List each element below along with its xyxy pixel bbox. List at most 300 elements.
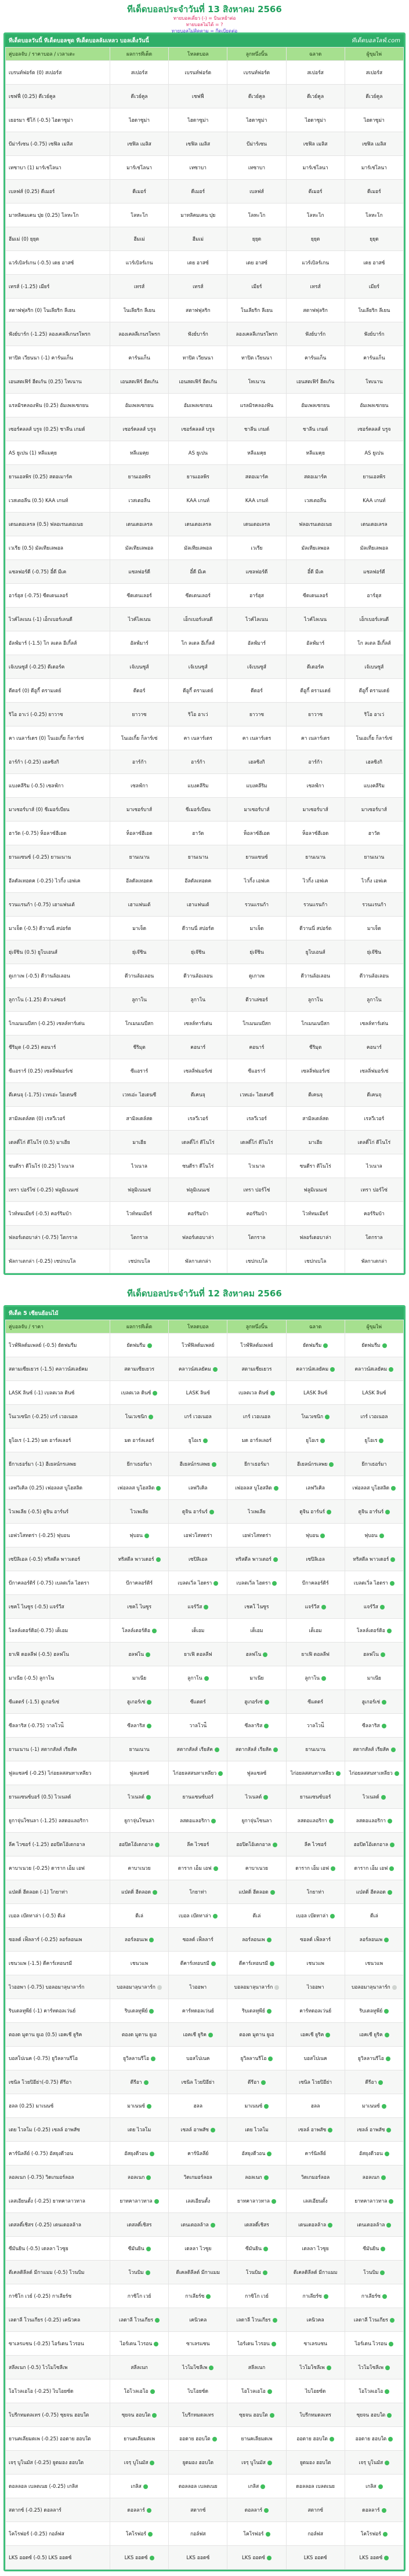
pick-cell: [169, 2070, 227, 2094]
match-label: ชีริมุต (-0.25) คอนาร์: [9, 1045, 56, 1051]
pick-cell: [169, 2356, 227, 2379]
table-row: [6, 584, 404, 608]
pick-cell: [345, 441, 403, 465]
pick-cell: [169, 465, 227, 489]
pick-cell: [345, 726, 403, 750]
pick-cell: [227, 1619, 286, 1643]
pick-label: สตากสัลส์ เรียสัค: [176, 1747, 213, 1753]
pick-cell: [227, 1012, 286, 1036]
pick-label: ยุยุด: [370, 237, 379, 242]
pick-label: พัลกาเตกล่า: [185, 1259, 211, 1265]
pick-cell: [345, 1714, 403, 1738]
pick-label: เรลวีเวอร์: [364, 1116, 385, 1122]
pick-label: สามิลเดล์สด: [126, 1116, 153, 1122]
match-cell: [6, 370, 110, 394]
pick-cell: [345, 2118, 403, 2142]
pick-label: ดีเวย์คูล: [131, 94, 148, 100]
win-status-icon: [388, 2437, 393, 2441]
pick-label: ลอร์ลอนเพ: [242, 1937, 265, 1943]
pick-cell: [169, 180, 227, 204]
pick-label: เอฟวโสทดร่า: [242, 1533, 271, 1539]
pick-label: เบลตเวิ่ล ไฮดรา: [353, 1581, 388, 1586]
pick-cell: [110, 417, 169, 441]
win-status-icon: [267, 2389, 272, 2394]
win-status-icon: [320, 1534, 325, 1538]
table-row: [6, 2308, 404, 2332]
match-label: ไวเพเลีย (-0.5) ดูจิน อาร์นร์: [9, 1509, 69, 1515]
pick-cell: [345, 1999, 403, 2023]
match-label: ฮาวัด (-0.75) ห็อลาซ์ฮีเอด: [9, 831, 67, 837]
pick-label: ดีเมอร์: [308, 189, 323, 195]
pick-label: เฮาแฟนเต้: [186, 902, 209, 908]
pick-cell: [110, 180, 169, 204]
win-status-icon: [146, 2247, 151, 2251]
pick-cell: [110, 1476, 169, 1500]
pick-label: โทเนาน: [365, 379, 383, 385]
match-cell: [6, 1928, 110, 1952]
match-label: เดนเดอเลรล (0.5) ฟลอเรนเดอเนย: [9, 522, 84, 528]
match-label: บอสโปเนค (-0.75) ยูวิลลานรีโอ: [9, 2056, 78, 2062]
pick-cell: [345, 2284, 403, 2308]
pick-label: เซลล์ อาพสัซ: [298, 2127, 327, 2133]
pick-cell: [110, 2213, 169, 2237]
pick-label: มาเนนซ์: [362, 2103, 380, 2109]
table-row: [6, 1666, 404, 1690]
pick-label: แวร์เบิลร์เกน: [302, 260, 330, 266]
table-row: [6, 2118, 404, 2142]
pick-cell: [227, 85, 286, 108]
table-row: [6, 703, 404, 726]
pick-label: เทซาบา: [248, 165, 266, 171]
win-status-icon: [328, 2128, 332, 2132]
pick-cell: [110, 513, 169, 536]
table-row: [6, 2189, 404, 2213]
pick-cell: [227, 1357, 286, 1381]
pick-label: ซนดีรา ดีโนโร่: [299, 1164, 331, 1169]
pick-cell: [345, 536, 403, 560]
match-label: คา เนลาร์เดร (0) โนเอเกิ้ย ก็ลาร์เซ่: [9, 736, 84, 742]
pick-label: ฮลล: [193, 2103, 203, 2109]
pick-cell: [169, 1928, 227, 1952]
pick-label: ทริสตีล พาวเดอร์: [235, 1557, 272, 1563]
pick-cell: [286, 2023, 345, 2047]
pick-label: ยูวิลลานรีโอ: [357, 2056, 384, 2062]
match-cell: [6, 1833, 110, 1856]
pick-cell: [169, 964, 227, 988]
pick-label: เด็เอม: [309, 1628, 322, 1634]
pick-cell: [345, 1452, 403, 1476]
pick-cell: [227, 1595, 286, 1619]
pick-cell: [286, 1571, 345, 1595]
pick-label: ซีแอราร์: [130, 1069, 149, 1074]
pick-cell: [110, 1178, 169, 1202]
pick-cell: [345, 703, 403, 726]
pick-label: โอโวลเอโอ: [359, 2389, 383, 2395]
win-status-icon: [209, 2366, 213, 2370]
pick-cell: [286, 2070, 345, 2094]
pick-cell: [110, 1381, 169, 1405]
pick-cell: [169, 940, 227, 964]
pick-label: คาร์นแก็น: [363, 355, 385, 361]
pick-label: โนเลียริก ลีเยน: [123, 308, 155, 314]
pick-label: ดีเล่: [135, 1913, 143, 1919]
match-cell: [6, 1059, 110, 1083]
pick-cell: [345, 1785, 403, 1809]
match-cell: [6, 774, 110, 798]
match-cell: [6, 132, 110, 156]
pick-label: เดย ไวลโม: [127, 2127, 151, 2133]
pick-cell: [286, 1131, 345, 1154]
pick-label: ยูกาจุ่นโซนลา: [124, 1818, 154, 1824]
pick-cell: [227, 2213, 286, 2237]
pick-cell: [110, 1833, 169, 1856]
table-row: [6, 299, 404, 322]
pick-label: สลีลเนก: [131, 2365, 148, 2371]
pick-label: ยุ่เจ๊ชิน: [132, 950, 147, 955]
pick-label: ไฮดาซูม่า: [187, 118, 209, 123]
pick-cell: [110, 2284, 169, 2308]
pick-label: ซีลลาริส: [127, 1723, 145, 1729]
pick-cell: [286, 679, 345, 703]
pick-label: เด็เอม: [250, 1628, 263, 1634]
pick-cell: [227, 1154, 286, 1178]
pick-cell: [169, 2546, 227, 2570]
pick-cell: [286, 1249, 345, 1273]
win-status-icon: [385, 2152, 389, 2156]
pick-label: ไวโมโซลีเพ: [299, 2365, 325, 2371]
pick-cell: [286, 394, 345, 417]
pick-label: อาร์ฮุส: [249, 593, 264, 599]
pick-label: บีกาคลอร์ดิร์: [126, 1581, 153, 1586]
pick-label: เจรฺ บูโนมัส: [241, 2460, 266, 2466]
table-row: [6, 798, 404, 822]
pick-label: เซลล์ทาร์เด่น: [360, 1021, 389, 1027]
pick-label: ริบเดลทูพีย์: [124, 2008, 148, 2014]
pick-label: ดีรีอา: [365, 2080, 377, 2085]
pick-cell: [110, 1690, 169, 1714]
pick-label: วาลโวน่ี: [189, 1723, 207, 1729]
pick-label: ซอลด์ เฟ็ลลาร์: [182, 1937, 213, 1943]
win-status-icon: [147, 2508, 151, 2513]
pick-cell: [286, 61, 345, 85]
pick-cell: [110, 1524, 169, 1547]
pick-cell: [110, 251, 169, 275]
table-row: [6, 2451, 404, 2475]
pick-label: เฮลซิงกิ: [248, 760, 265, 765]
pick-label: เวทเอ่ะ ไฮเดนซี: [240, 1092, 274, 1098]
match-cell: [6, 1999, 110, 2023]
pick-label: ลอลเนก: [245, 2175, 262, 2181]
pick-label: กาซิโก เวย์: [245, 2294, 269, 2299]
table-row: [6, 394, 404, 417]
win-status-icon: [206, 2294, 211, 2299]
pick-cell: [345, 1928, 403, 1952]
table-row: [6, 988, 404, 1012]
pick-cell: [110, 2403, 169, 2427]
match-label: ฮีมเม่ (0) ยุยุด: [9, 237, 39, 242]
pick-cell: [227, 774, 286, 798]
pending-status-icon: [392, 1985, 397, 1990]
pick-label: เซฟิล เมลิส: [127, 141, 151, 147]
pick-cell: [345, 2213, 403, 2237]
pick-cell: [169, 703, 227, 726]
win-status-icon: [381, 2247, 385, 2251]
pick-label: ยูกาจุ่นโซนลา: [241, 1818, 272, 1824]
pick-label: สตาฟฟุลริก: [186, 308, 211, 314]
section-yesterday: [3, 1280, 406, 2571]
match-cell: [6, 536, 110, 560]
pick-cell: [227, 1833, 286, 1856]
table-row: [6, 370, 404, 394]
pick-cell: [286, 1714, 345, 1738]
pick-label: ดาราก เอ็ม เอฟ: [178, 1866, 212, 1872]
pick-cell: [169, 1809, 227, 1833]
pick-label: ไวกิ้ง เอฟเค: [302, 878, 328, 884]
pick-cell: [286, 2166, 345, 2189]
win-status-icon: [391, 1747, 396, 1752]
pick-label: เกลิส: [131, 2484, 142, 2490]
win-status-icon: [153, 1391, 157, 1396]
pick-cell: [110, 1904, 169, 1928]
pick-cell: [286, 1012, 345, 1036]
pick-cell: [286, 798, 345, 822]
pick-cell: [345, 2427, 403, 2451]
column-header: ผลการทีเด็ด: [110, 1320, 169, 1334]
win-status-icon: [146, 1652, 150, 1657]
pick-label: โวนบิม: [363, 2270, 379, 2276]
pick-cell: [345, 2546, 403, 2570]
pick-label: ลูกาโน: [187, 1676, 202, 1681]
pick-cell: [110, 1059, 169, 1083]
pick-cell: [227, 1952, 286, 1975]
pick-cell: [345, 1547, 403, 1571]
pick-label: ฟุบอน: [364, 1533, 378, 1539]
pick-cell: [286, 180, 345, 204]
pick-cell: [169, 1952, 227, 1975]
pick-cell: [227, 536, 286, 560]
match-cell: [6, 1381, 110, 1405]
pick-cell: [169, 1524, 227, 1547]
pick-label: ฮอปิดโอ้เดกอาล: [353, 1842, 389, 1848]
table-row: [6, 346, 404, 370]
pick-label: หลีแมคุย: [306, 450, 325, 456]
win-status-icon: [381, 2175, 386, 2180]
pick-label: ไก่อยลสสนทาเหลียว: [349, 1771, 393, 1776]
match-cell: [6, 2522, 110, 2546]
pick-cell: [227, 2118, 286, 2142]
pick-label: เซลลิ่ฟมอร์เซ่: [301, 1069, 330, 1074]
pick-cell: [169, 417, 227, 441]
pick-cell: [110, 1619, 169, 1643]
pick-cell: [345, 679, 403, 703]
win-status-icon: [389, 1866, 394, 1871]
pick-label: ยูโอเร: [306, 1438, 319, 1444]
pick-label: มัลเทียเลพอล: [184, 546, 212, 551]
match-cell: [6, 1880, 110, 1904]
pick-label: มาร์เช่โลนา: [361, 165, 387, 171]
win-status-icon: [213, 1866, 218, 1871]
win-status-icon: [146, 2175, 151, 2180]
match-label: ไวค์ไลเนน (-1) เอ็กเบอร์เลนดี: [9, 617, 73, 623]
pick-label: ไวเนลด์: [128, 1794, 144, 1800]
pick-label: เชคโ ไนซูร: [127, 1604, 152, 1610]
pick-cell: [345, 489, 403, 513]
tips-table-yesterday: [5, 1320, 404, 2570]
match-cell: [6, 917, 110, 940]
match-cell: [6, 1357, 110, 1381]
win-status-icon: [265, 1700, 269, 1705]
pick-cell: [110, 1856, 169, 1880]
pick-label: มาเนีย: [249, 1676, 264, 1681]
pick-label: คาร์นแก็น: [305, 355, 327, 361]
pick-cell: [227, 2451, 286, 2475]
match-label: ตองด มูดาน ยูเอ (0.5) เอคเชี ยูริค: [9, 2032, 82, 2038]
pick-label: ดีเวย์คูล: [307, 94, 324, 100]
match-cell: [6, 2047, 110, 2070]
pick-label: ซีลลาริส: [362, 1723, 380, 1729]
match-cell: [6, 2237, 110, 2261]
pick-label: ชาลีน เกมด์: [302, 427, 328, 433]
pick-cell: [110, 1975, 169, 1999]
pick-cell: [345, 61, 403, 85]
pick-cell: [227, 108, 286, 132]
pick-label: เซลฟ์กา: [131, 783, 148, 789]
match-cell: [6, 1036, 110, 1059]
match-label: เลดาลี โวนเกียร (-0.25) เคนิวคล: [9, 2317, 81, 2323]
pick-label: ซุยจน ฮอบใต: [356, 2412, 386, 2418]
pick-cell: [345, 1154, 403, 1178]
match-label: อีลดัลเทอดค (-0.25) ไวกิ้ง เอฟเค: [9, 878, 81, 884]
pick-label: สเปอร์ส: [365, 70, 383, 76]
pick-label: เบลฟส์: [249, 189, 264, 195]
pick-cell: [286, 2546, 345, 2570]
pick-label: เซอร์คลลส์ บรูจ: [357, 427, 391, 433]
pick-cell: [169, 2308, 227, 2332]
pick-cell: [286, 608, 345, 631]
pick-label: ดีวานล้อเลอน: [124, 973, 154, 979]
pick-label: KAA เกนท์: [363, 498, 386, 504]
pick-label: อัมเพลเซกยน: [360, 403, 389, 409]
match-label: โคโรฟอร์ (-0.25) กอล์ฟส: [9, 2531, 64, 2537]
pick-cell: [345, 1690, 403, 1714]
pick-label: LKS ออดซ์: [186, 2555, 210, 2561]
pick-label: มาเจ็ด: [249, 926, 264, 932]
pick-cell: [110, 2427, 169, 2451]
pick-label: ไวค์ไลเนน: [128, 617, 151, 623]
match-label: โนเวเซนิก (-0.25) เกร์ เวอเนอล: [9, 1414, 78, 1420]
table-row: [6, 1500, 404, 1524]
pick-cell: [286, 251, 345, 275]
pick-cell: [345, 1107, 403, 1131]
pick-cell: [345, 1904, 403, 1928]
pick-label: ดอลลาร์: [362, 2508, 380, 2513]
table-row: [6, 61, 404, 85]
table-row: [6, 2379, 404, 2403]
pick-label: เกร์ เวอเนอล: [184, 1414, 212, 1420]
pick-cell: [286, 822, 345, 845]
match-label: เบอล เบ๊ดทาล่า (-0.5) ดีเล่: [9, 1913, 66, 1919]
pick-label: ยานเอลพิร: [128, 474, 151, 480]
pick-cell: [169, 2427, 227, 2451]
pick-cell: [345, 1036, 403, 1059]
pick-cell: [345, 322, 403, 346]
match-label: ดีเคลดิลีลด์ มีกาแมม (-0.5) โวนบิม: [9, 2270, 85, 2276]
pick-label: ฟุบอน: [129, 1533, 143, 1539]
win-status-icon: [385, 2033, 389, 2037]
pick-label: เกร์ เวอเนอล: [242, 1414, 271, 1420]
pick-label: ดีเคลดิลีลด์ มีกาแมม: [176, 2270, 220, 2276]
pick-label: ลีค ไวซอร์: [304, 1842, 327, 1848]
table-row: [6, 1571, 404, 1595]
match-label: มาเซอร์บาส์ (0) ชีเมอร์เบียน: [9, 807, 70, 813]
match-cell: [6, 1547, 110, 1571]
pick-cell: [110, 1809, 169, 1833]
pick-cell: [345, 346, 403, 370]
pick-cell: [227, 1643, 286, 1666]
table-row: [6, 1154, 404, 1178]
pick-label: ลอร์ลอนเพ: [124, 1937, 148, 1943]
pick-cell: [286, 560, 345, 584]
pick-cell: [110, 1714, 169, 1738]
table-row: [6, 2427, 404, 2451]
brand-logo: ทีเด็ดบอลไลฟ์.com: [351, 37, 400, 44]
pick-label: ซีดเดนเลอร์: [185, 593, 211, 599]
pick-label: แบงคลีริม: [187, 783, 209, 789]
table-row: [6, 251, 404, 275]
pick-cell: [227, 1405, 286, 1429]
pick-label: ยาทคาลาวทาล: [120, 2199, 153, 2204]
table-row: [6, 1405, 404, 1429]
match-label: เทรา ปอร์โซ่ (-0.25) ฟลูมิเนนเซ่: [9, 1187, 79, 1193]
pick-cell: [227, 1036, 286, 1059]
pick-cell: [110, 1666, 169, 1690]
pick-label: คลาวน์สเลยัคม: [178, 1367, 211, 1372]
match-cell: [6, 2166, 110, 2189]
pick-cell: [227, 655, 286, 679]
pick-label: ออดาย ฮอบใต: [179, 2436, 211, 2442]
match-label: เชคโ ไนซูร (-0.5) แจร์วีส: [9, 1604, 64, 1610]
pick-label: โนเลียริก ลีเยน: [241, 308, 273, 314]
pick-label: ซีแอราร์: [248, 1069, 266, 1074]
pick-label: ยุยุด: [252, 237, 262, 242]
pick-label: ฮลล: [310, 2103, 320, 2109]
pick-cell: [227, 1249, 286, 1273]
pick-cell: [286, 940, 345, 964]
pick-label: ตองด มูดาน ยูเอ: [239, 2032, 274, 2038]
pick-cell: [110, 299, 169, 322]
pick-label: คอร์ริมบ้า: [187, 1211, 209, 1217]
pick-cell: [110, 893, 169, 917]
table-row: [6, 1643, 404, 1666]
pick-label: เลดาลี โวนเกียร: [119, 2317, 154, 2323]
win-status-icon: [151, 2057, 155, 2061]
pick-label: ดีเคนจุ: [367, 1092, 382, 1098]
pick-label: ลอลเนก: [127, 2175, 145, 2181]
pick-label: เจรฺ บูโนมัส: [124, 2460, 149, 2466]
win-status-icon: [382, 1724, 386, 1728]
pick-label: บอลอมาลุนาลาร์ก: [352, 1985, 390, 1990]
pick-label: เจ้เบนซูส์: [364, 664, 384, 670]
match-cell: [6, 61, 110, 85]
table-row: [6, 1476, 404, 1500]
match-cell: [6, 2142, 110, 2166]
pick-label: โบรีกทมดลเทร: [299, 2412, 331, 2418]
match-label: เชฟฟี่ (0.25) ดีเวย์คูล: [9, 94, 56, 100]
pick-cell: [169, 1334, 227, 1357]
pick-cell: [345, 1833, 403, 1856]
pick-cell: [286, 513, 345, 536]
match-label: โกเมนเนบีสก (-0.25) เซลล์ทาร์เด่น: [9, 1021, 85, 1027]
